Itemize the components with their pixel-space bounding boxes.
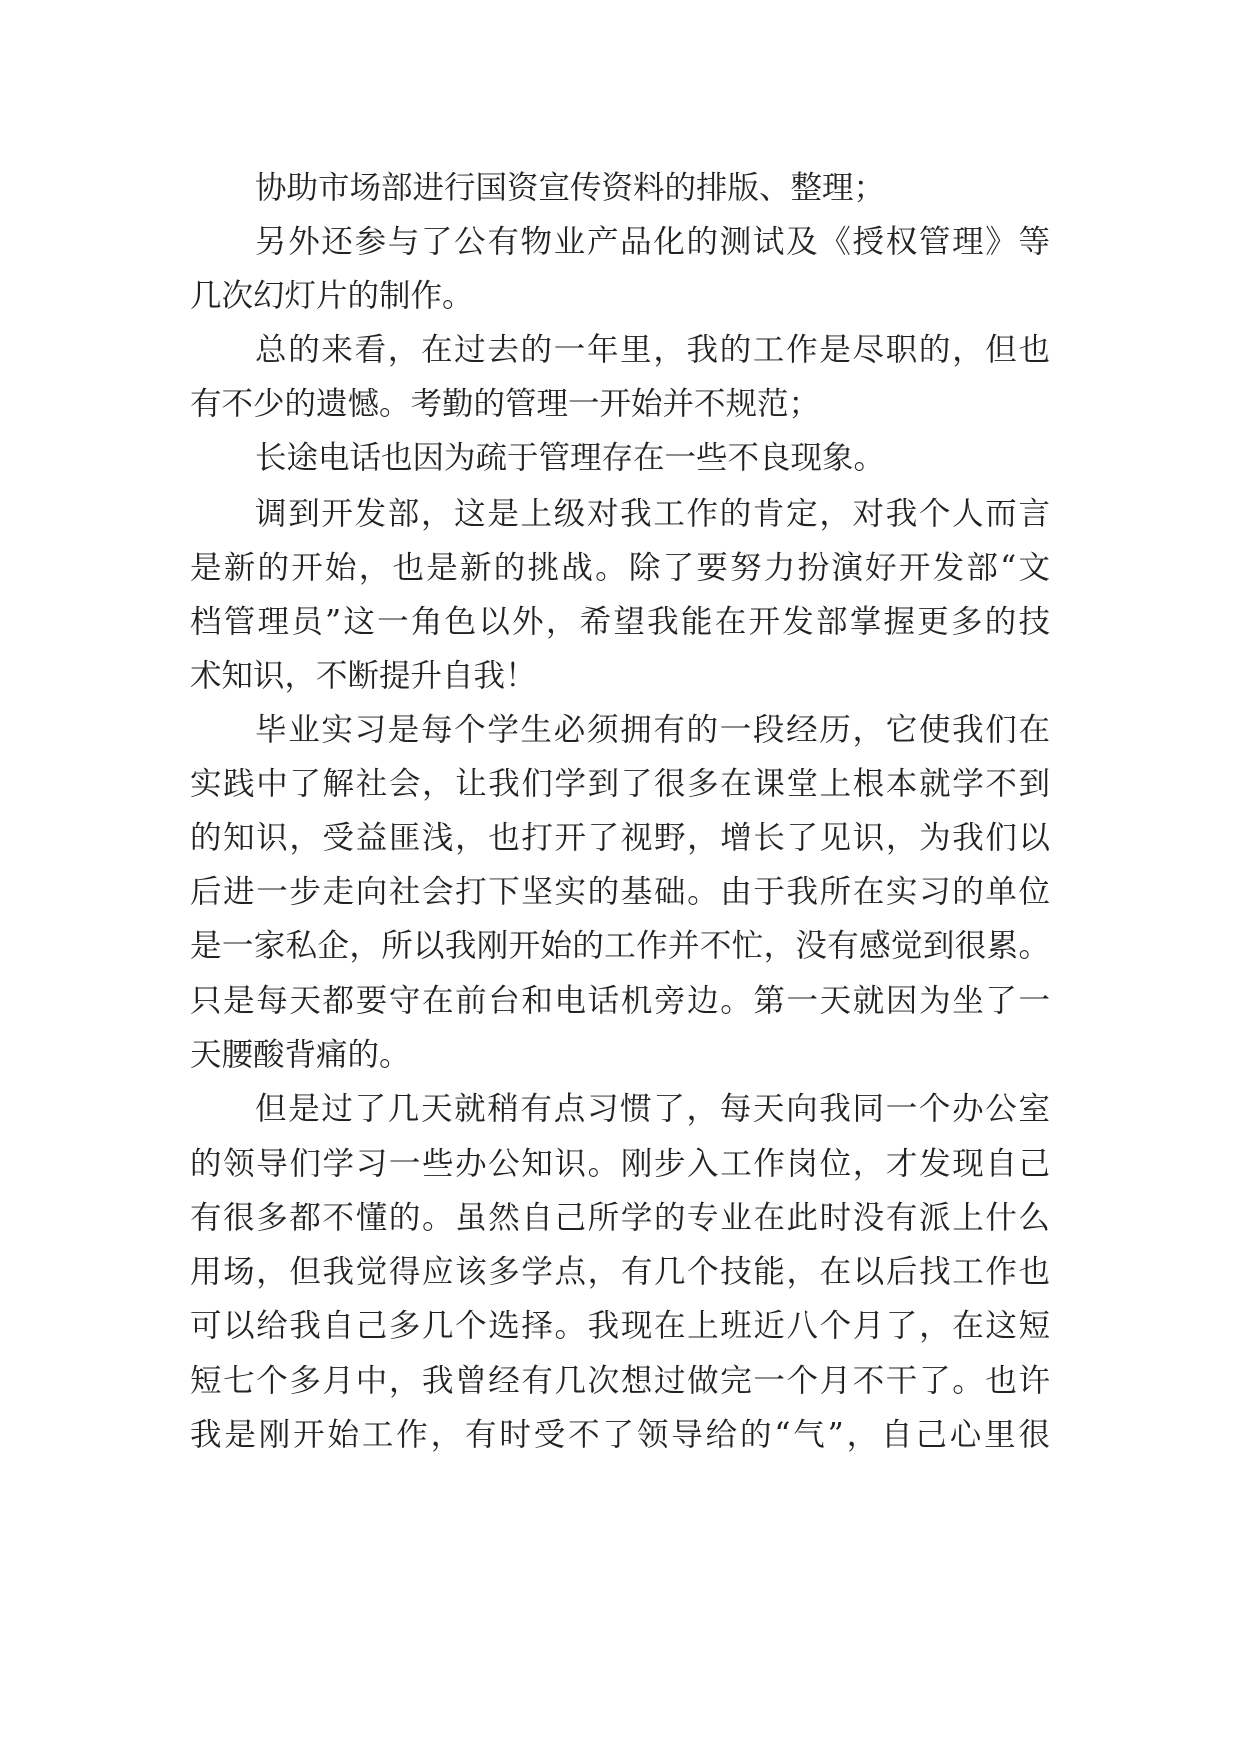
text-line: 有不少的遗憾。考勤的管理一开始并不规范； (190, 386, 821, 422)
text-line: 短七个多月中，我曾经有几次想过做完一个月不干了。也许 (190, 1363, 1050, 1399)
text-line: 的知识，受益匪浅，也打开了视野，增长了见识，为我们以 (190, 820, 1050, 856)
text-line: 几次幻灯片的制作。 (190, 278, 474, 314)
text-line: 可以给我自己多几个选择。我现在上班近八个月了，在这短 (190, 1308, 1050, 1344)
text-line: 用场，但我觉得应该多学点，有几个技能，在以后找工作也 (190, 1254, 1050, 1290)
text-line: 有很多都不懂的。虽然自己所学的专业在此时没有派上什么 (190, 1200, 1050, 1236)
text-line: 我是刚开始工作，有时受不了领导给的“气”，自己心里很 (190, 1417, 1050, 1453)
text-line: 实践中了解社会，让我们学到了很多在课堂上根本就学不到 (190, 766, 1050, 802)
text-line: 毕业实习是每个学生必须拥有的一段经历，它使我们在 (255, 712, 1050, 748)
text-line: 但是过了几天就稍有点习惯了，每天向我同一个办公室 (255, 1091, 1050, 1127)
text-line: 只是每天都要守在前台和电话机旁边。第一天就因为坐了一 (190, 983, 1050, 1019)
text-line: 长途电话也因为疏于管理存在一些不良现象。 (255, 440, 886, 476)
text-line: 后进一步走向社会打下坚实的基础。由于我所在实习的单位 (190, 874, 1050, 910)
text-line: 天腰酸背痛的。 (190, 1037, 411, 1073)
text-line: 总的来看，在过去的一年里，我的工作是尽职的，但也 (255, 332, 1050, 368)
text-line: 另外还参与了公有物业产品化的测试及《授权管理》等 (255, 224, 1050, 260)
text-line: 的领导们学习一些办公知识。刚步入工作岗位，才发现自己 (190, 1146, 1050, 1182)
text-line: 调到开发部，这是上级对我工作的肯定，对我个人而言 (255, 496, 1050, 532)
text-line: 协助市场部进行国资宣传资料的排版、整理； (255, 170, 886, 206)
text-line: 是新的开始，也是新的挑战。除了要努力扮演好开发部“文 (190, 550, 1050, 586)
text-line: 档管理员”这一角色以外，希望我能在开发部掌握更多的技 (190, 604, 1050, 640)
text-line: 是一家私企，所以我刚开始的工作并不忙，没有感觉到很累。 (190, 928, 1050, 964)
text-line: 术知识，不断提升自我！ (190, 658, 537, 694)
